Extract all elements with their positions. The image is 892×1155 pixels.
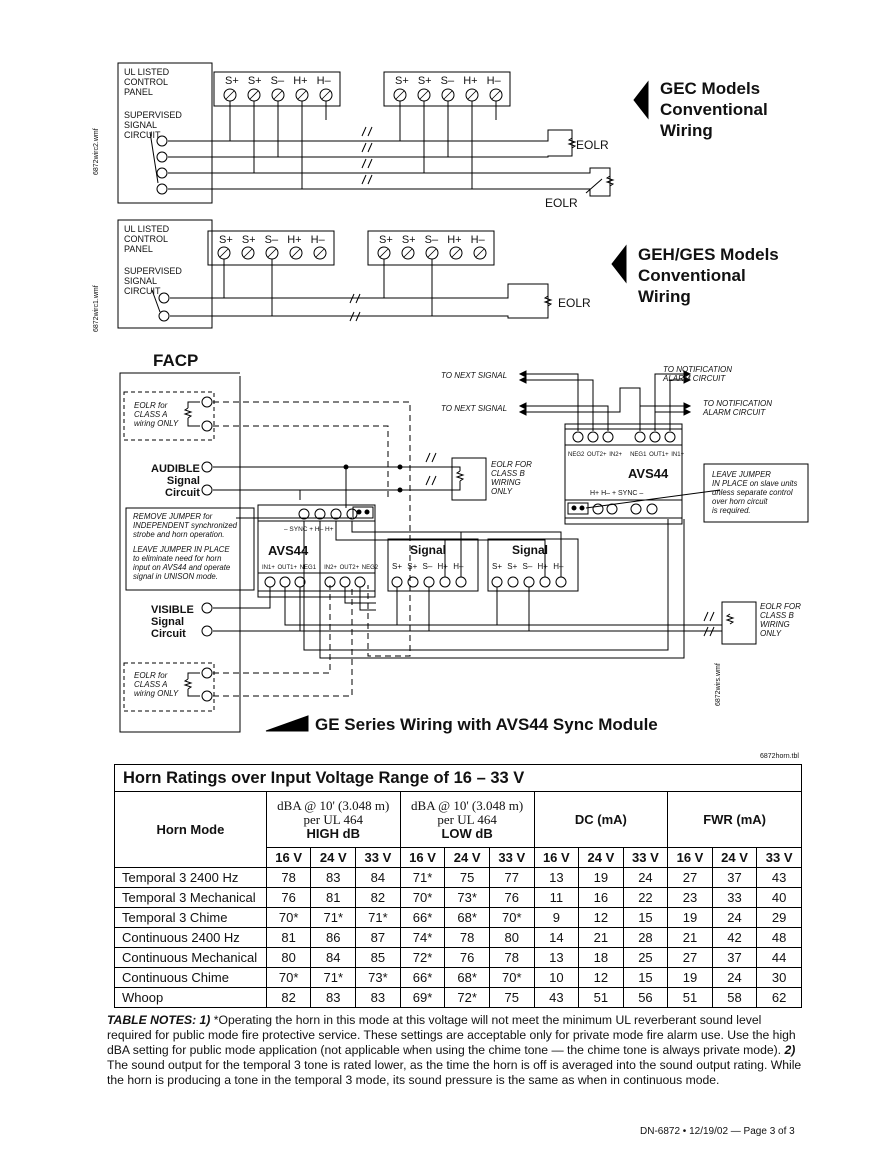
- value-cell: 37: [712, 948, 757, 968]
- value-cell: 29: [757, 908, 802, 928]
- voltage-header: 24 V: [445, 848, 490, 868]
- value-cell: 75: [489, 988, 534, 1008]
- page-footer: DN-6872 • 12/19/02 — Page 3 of 3: [640, 1126, 795, 1137]
- horn-mode-cell: Continuous 2400 Hz: [115, 928, 267, 948]
- voltage-header: 33 V: [757, 848, 802, 868]
- value-cell: 33: [712, 888, 757, 908]
- value-cell: 43: [534, 988, 579, 1008]
- eolr-label: EOLR: [545, 196, 578, 210]
- file-label: 6872wirs.wmf: [715, 663, 722, 706]
- voltage-header: 16 V: [534, 848, 579, 868]
- avs44-title: GE Series Wiring with AVS44 Sync Module: [315, 715, 658, 734]
- notification-label: TO NOTIFICATION ALARM CIRCUIT: [703, 399, 773, 417]
- value-cell: 78: [489, 948, 534, 968]
- terminal-labels: S+ S+ S– H+ H–: [395, 75, 501, 87]
- value-cell: 78: [445, 928, 490, 948]
- value-cell: 19: [668, 908, 713, 928]
- table-row: [115, 908, 802, 928]
- value-cell: 70*: [266, 908, 311, 928]
- value-cell: 15: [623, 908, 668, 928]
- value-cell: 83: [356, 988, 401, 1008]
- facp-label: FACP: [153, 351, 199, 370]
- panel-label: PANEL: [124, 87, 153, 97]
- value-cell: 51: [579, 988, 624, 1008]
- avs44-terminal-labels: NEG2 OUT2+ IN2+ NEG1 OUT1+ IN1+: [568, 452, 685, 458]
- value-cell: 76: [266, 888, 311, 908]
- table-row: [115, 928, 802, 948]
- value-cell: 62: [757, 988, 802, 1008]
- value-cell: 66*: [400, 908, 445, 928]
- value-cell: 77: [489, 868, 534, 888]
- gec-title: Conventional: [660, 100, 768, 119]
- horn-mode-cell: Temporal 3 Chime: [115, 908, 267, 928]
- value-cell: 18: [579, 948, 624, 968]
- value-cell: 56: [623, 988, 668, 1008]
- circuit-label: CIRCUIT: [124, 286, 161, 296]
- table-row: [115, 988, 802, 1008]
- next-signal-label: TO NEXT SIGNAL: [441, 404, 508, 413]
- value-cell: 25: [623, 948, 668, 968]
- value-cell: 86: [311, 928, 356, 948]
- value-cell: 69*: [400, 988, 445, 1008]
- value-cell: 75: [445, 868, 490, 888]
- value-cell: 71*: [356, 908, 401, 928]
- circuit-label: SIGNAL: [124, 120, 158, 130]
- class-a-note: EOLR for CLASS A wiring ONLY: [134, 671, 179, 698]
- value-cell: 72*: [400, 948, 445, 968]
- value-cell: 13: [534, 868, 579, 888]
- value-cell: 12: [579, 908, 624, 928]
- value-cell: 9: [534, 908, 579, 928]
- value-cell: 83: [311, 988, 356, 1008]
- voltage-header: 24 V: [712, 848, 757, 868]
- file-label: 6872wirc1.wmf: [93, 285, 100, 332]
- voltage-header: 16 V: [266, 848, 311, 868]
- geh-title: Conventional: [638, 266, 746, 285]
- panel-label: UL LISTED: [124, 224, 170, 234]
- value-cell: 51: [668, 988, 713, 1008]
- value-cell: 72*: [445, 988, 490, 1008]
- voltage-header: 24 V: [579, 848, 624, 868]
- eolr-label: EOLR: [558, 296, 591, 310]
- value-cell: 82: [266, 988, 311, 1008]
- value-cell: 70*: [400, 888, 445, 908]
- voltage-header: 33 V: [623, 848, 668, 868]
- horn-ratings-table: [114, 764, 802, 1008]
- voltage-header: 24 V: [311, 848, 356, 868]
- value-cell: 76: [489, 888, 534, 908]
- value-cell: 71*: [311, 968, 356, 988]
- horn-mode-cell: Temporal 3 2400 Hz: [115, 868, 267, 888]
- gec-title: GEC Models: [660, 79, 761, 98]
- value-cell: 82: [356, 888, 401, 908]
- jumper-note: REMOVE JUMPER for INDEPENDENT synchronized strobe and horn operation. LEAVE JUMPER IN PLACE to eliminate need for horn input on AVS44 and operate signal in UNISON mode.: [133, 512, 237, 581]
- notification-label: TO NOTIFICATION ALARM CIRCUIT: [663, 365, 733, 383]
- value-cell: 10: [534, 968, 579, 988]
- value-cell: 78: [266, 868, 311, 888]
- value-cell: 24: [712, 968, 757, 988]
- voltage-header: 16 V: [668, 848, 713, 868]
- class-b-note: EOLR FOR CLASS B WIRING ONLY: [491, 460, 532, 496]
- terminal-labels: S+ S+ S– H+ H–: [219, 234, 325, 246]
- value-cell: 12: [579, 968, 624, 988]
- value-cell: 70*: [489, 908, 534, 928]
- table-title: Horn Ratings over Input Voltage Range of 16 – 33 V: [115, 765, 802, 792]
- value-cell: 84: [311, 948, 356, 968]
- note-1: *Operating the horn in this mode at this voltage will not meet the minimum UL reverberant sound level required for public mode fire protective service. These settings are acceptable only for private mode fire alarm use. Use the high dBA setting for public mode application (not applicable when using the chime tone — the chime tone is always private mode).: [107, 1013, 796, 1057]
- horn-mode-cell: Whoop: [115, 988, 267, 1008]
- eolr-label: EOLR: [576, 138, 609, 152]
- value-cell: 44: [757, 948, 802, 968]
- value-cell: 19: [668, 968, 713, 988]
- value-cell: 30: [757, 968, 802, 988]
- panel-label: UL LISTED: [124, 67, 170, 77]
- fwr-header: FWR (mA): [668, 792, 802, 848]
- table-file-label: 6872horn.tbl: [760, 753, 799, 760]
- value-cell: 42: [712, 928, 757, 948]
- signal-label: Signal: [410, 543, 447, 557]
- visible-label: VISIBLE Signal Circuit: [151, 604, 194, 640]
- slave-jumper-note: LEAVE JUMPER IN PLACE on slave units unless separate control over horn circuit is required.: [712, 470, 798, 515]
- audible-label: AUDIBLE Signal Circuit: [151, 463, 200, 499]
- avs44-label: AVS44: [268, 543, 309, 558]
- value-cell: 14: [534, 928, 579, 948]
- horn-mode-cell: Continuous Chime: [115, 968, 267, 988]
- table-row: [115, 968, 802, 988]
- value-cell: 13: [534, 948, 579, 968]
- value-cell: 70*: [489, 968, 534, 988]
- circuit-label: CIRCUIT: [124, 130, 161, 140]
- value-cell: 66*: [400, 968, 445, 988]
- signal-label: Signal: [512, 543, 549, 557]
- panel-label: CONTROL: [124, 77, 169, 87]
- terminal-labels: S+ S+ S– H+ H–: [379, 234, 485, 246]
- value-cell: 22: [623, 888, 668, 908]
- avs44-label: AVS44: [628, 466, 669, 481]
- panel-label: PANEL: [124, 244, 153, 254]
- value-cell: 74*: [400, 928, 445, 948]
- voltage-header: 33 V: [489, 848, 534, 868]
- value-cell: 37: [712, 868, 757, 888]
- note-2: The sound output for the temporal 3 tone is rated lower, as the time the horn is off is averaged into the sound output rating. While the horn is producing a tone in the temporal 3 mode, its sound pressure is the same as when in continuous mode.: [107, 1058, 802, 1087]
- dc-header: DC (mA): [534, 792, 668, 848]
- next-signal-label: TO NEXT SIGNAL: [441, 371, 508, 380]
- value-cell: 83: [311, 868, 356, 888]
- notes-label: TABLE NOTES: 1): [107, 1013, 211, 1027]
- high-db-header: dBA @ 10' (3.048 m) per UL 464 HIGH dB: [266, 792, 400, 848]
- value-cell: 85: [356, 948, 401, 968]
- panel-label: CONTROL: [124, 234, 169, 244]
- geh-title: Wiring: [638, 287, 691, 306]
- value-cell: 27: [668, 868, 713, 888]
- circuit-label: SUPERVISED: [124, 110, 182, 120]
- terminal-labels: S+ S+ S– H+ H–: [225, 75, 331, 87]
- signal-terminal-labels: S+ S+ S– H+ H–: [492, 562, 564, 571]
- value-cell: 21: [668, 928, 713, 948]
- table-notes: [107, 1013, 807, 1088]
- value-cell: 23: [668, 888, 713, 908]
- gec-title: Wiring: [660, 121, 713, 140]
- voltage-header: 16 V: [400, 848, 445, 868]
- table-row: [115, 948, 802, 968]
- value-cell: 81: [266, 928, 311, 948]
- avs44-terminal-labels: H+ H– + SYNC –: [590, 490, 644, 497]
- horn-mode-header: Horn Mode: [115, 792, 267, 868]
- file-label: 6872wirc2.wmf: [93, 128, 100, 175]
- signal-terminal-labels: S+ S+ S– H+ H–: [392, 562, 464, 571]
- value-cell: 87: [356, 928, 401, 948]
- value-cell: 24: [623, 868, 668, 888]
- horn-mode-cell: Continuous Mechanical: [115, 948, 267, 968]
- value-cell: 71*: [311, 908, 356, 928]
- value-cell: 40: [757, 888, 802, 908]
- value-cell: 28: [623, 928, 668, 948]
- value-cell: 73*: [445, 888, 490, 908]
- value-cell: 24: [712, 908, 757, 928]
- value-cell: 27: [668, 948, 713, 968]
- value-cell: 73*: [356, 968, 401, 988]
- value-cell: 15: [623, 968, 668, 988]
- value-cell: 71*: [400, 868, 445, 888]
- table-body: [115, 868, 802, 1008]
- table-row: [115, 868, 802, 888]
- low-db-header: dBA @ 10' (3.048 m) per UL 464 LOW dB: [400, 792, 534, 848]
- class-a-note: EOLR for CLASS A wiring ONLY: [134, 401, 179, 428]
- value-cell: 81: [311, 888, 356, 908]
- table-row: [115, 888, 802, 908]
- value-cell: 48: [757, 928, 802, 948]
- geh-title: GEH/GES Models: [638, 245, 779, 264]
- value-cell: 16: [579, 888, 624, 908]
- notes-label-2: 2): [784, 1043, 796, 1057]
- value-cell: 58: [712, 988, 757, 1008]
- value-cell: 68*: [445, 968, 490, 988]
- value-cell: 80: [266, 948, 311, 968]
- value-cell: 21: [579, 928, 624, 948]
- value-cell: 68*: [445, 908, 490, 928]
- class-b-note: EOLR FOR CLASS B WIRING ONLY: [760, 602, 801, 638]
- value-cell: 70*: [266, 968, 311, 988]
- value-cell: 43: [757, 868, 802, 888]
- value-cell: 84: [356, 868, 401, 888]
- voltage-header: 33 V: [356, 848, 401, 868]
- horn-mode-cell: Temporal 3 Mechanical: [115, 888, 267, 908]
- value-cell: 11: [534, 888, 579, 908]
- circuit-label: SIGNAL: [124, 276, 158, 286]
- value-cell: 76: [445, 948, 490, 968]
- circuit-label: SUPERVISED: [124, 266, 182, 276]
- value-cell: 80: [489, 928, 534, 948]
- value-cell: 19: [579, 868, 624, 888]
- avs44-terminal-labels: IN1+ OUT1+ NEG1 IN2+ OUT2+ NEG2: [262, 565, 379, 571]
- avs44-terminal-labels: – SYNC + H– H+: [284, 526, 334, 533]
